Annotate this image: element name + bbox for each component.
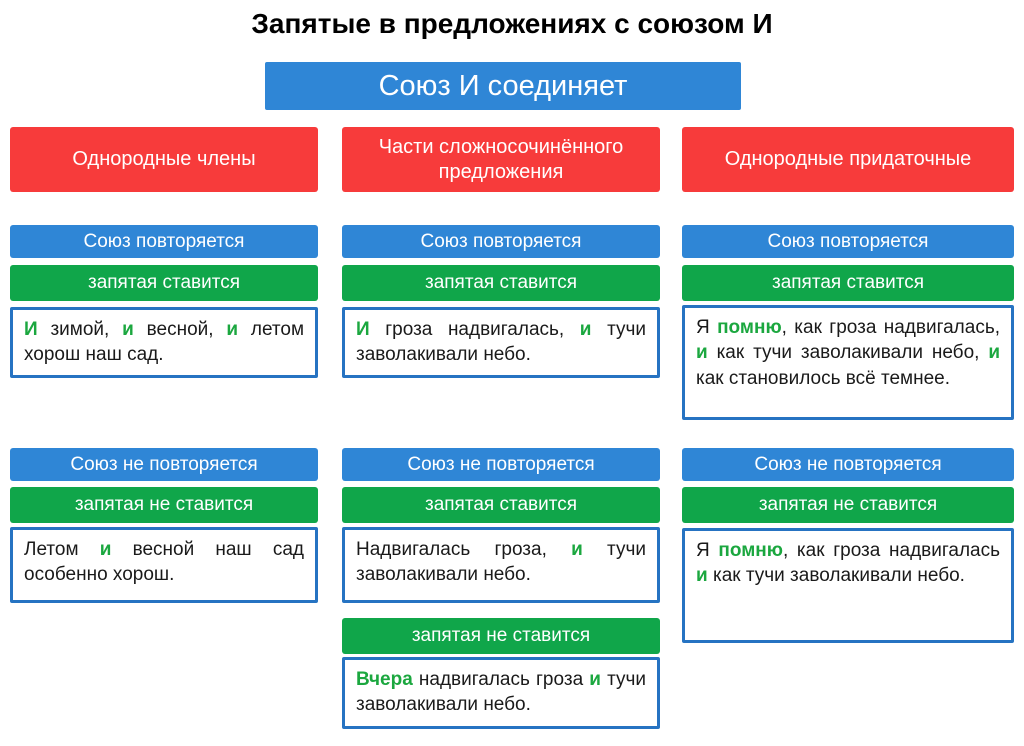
example-box: Я помню, как гроза надвигалась, и как тучи заволакивали небо, и как становилось всё темнее.: [682, 305, 1014, 420]
column-header-odnorodnye-pridatochnye: Однородные придаточные: [682, 127, 1014, 192]
example-box: Вчера надвигалась гроза и тучи заволакивали небо.: [342, 657, 660, 729]
condition-box: Союз повторяется: [10, 225, 318, 258]
banner-soyuz-i: Союз И соединяет: [265, 62, 741, 110]
rule-box: запятая не ставится: [682, 487, 1014, 523]
page-title: Запятые в предложениях с союзом И: [251, 8, 773, 39]
example-box: Летом и весной наш сад особенно хорош.: [10, 527, 318, 603]
example-box: И гроза надвигалась, и тучи заволакивали небо.: [342, 307, 660, 378]
condition-box: Союз не повторяется: [342, 448, 660, 481]
example-box: И зимой, и весной, и летом хорош наш сад.: [10, 307, 318, 378]
condition-box: Союз не повторяется: [10, 448, 318, 481]
rule-box: запятая не ставится: [10, 487, 318, 523]
rule-box: запятая не ставится: [342, 618, 660, 654]
condition-box: Союз повторяется: [682, 225, 1014, 258]
condition-box: Союз повторяется: [342, 225, 660, 258]
rule-box: запятая ставится: [342, 487, 660, 523]
rule-box: запятая ставится: [682, 265, 1014, 301]
condition-box: Союз не повторяется: [682, 448, 1014, 481]
column-header-slozhnosochinennoe: Части сложносочинённого предложения: [342, 127, 660, 192]
example-box: Надвигалась гроза, и тучи заволакивали небо.: [342, 527, 660, 603]
rule-box: запятая ставится: [10, 265, 318, 301]
rule-box: запятая ставится: [342, 265, 660, 301]
example-box: Я помню, как гроза надвигалась и как тучи заволакивали небо.: [682, 528, 1014, 643]
column-header-odnorodnye-chleny: Однородные члены: [10, 127, 318, 192]
